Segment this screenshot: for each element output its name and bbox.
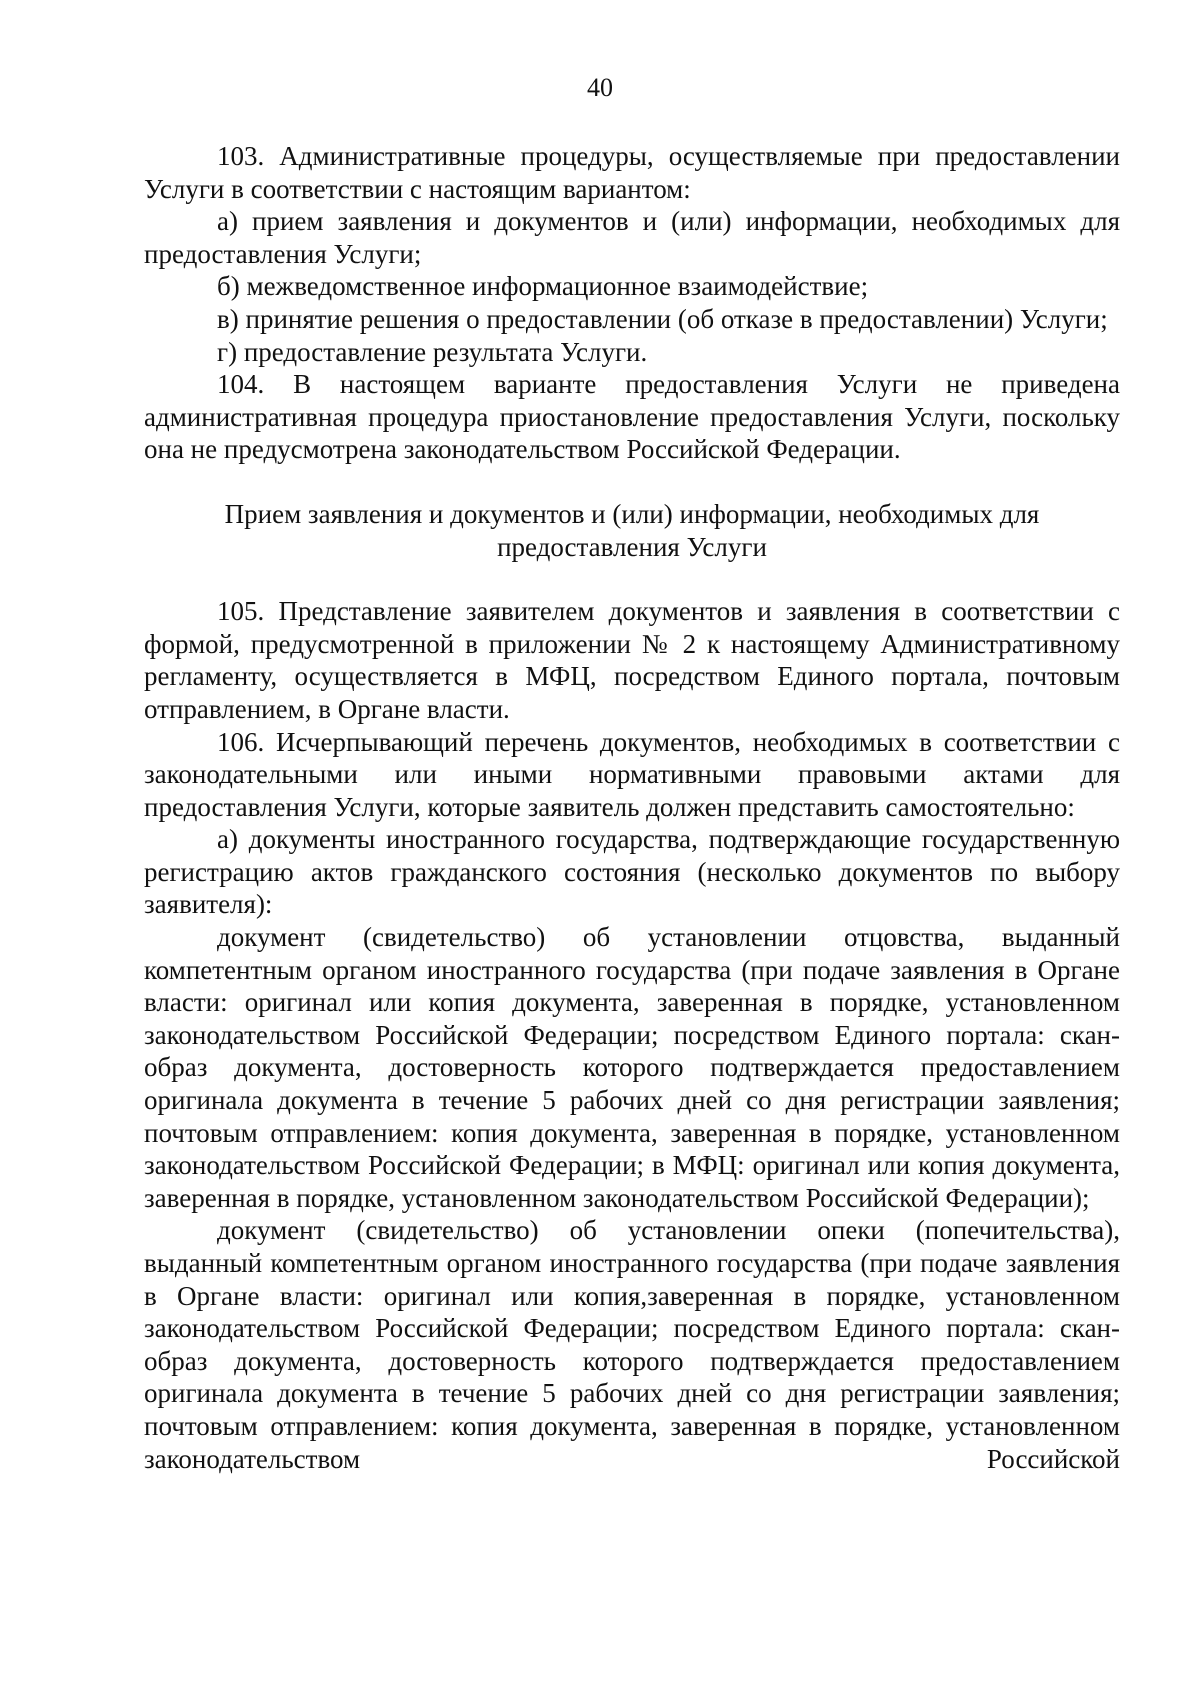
paragraph-paternity-document: документ (свидетельство) об установлении отцовства, выданный компетентным органом иностранного государства (при подаче заявления в Органе власти: оригинал или копия документа, заверенная в порядке, установленном законодательством Российской Федерации; посредством Единого портала: скан-образ документа, достоверность которого подтверждается предоставлением оригинала документа в течение 5 рабочих дней со дня регистрации заявления; почтовым отправлением: копия документа, заверенная в порядке, установленном законодательством Российской Федерации; в МФЦ: оригинал или копия документа, заверенная в порядке, установленном законодательством Российской Федерации); — [144, 922, 1120, 1213]
list-item-106-a: а) документы иностранного государства, подтверждающие государственную регистрацию актов гражданского состояния (несколько документов по выбору заявителя): — [144, 824, 1120, 920]
document-body — [144, 140, 1120, 1475]
section-heading — [144, 498, 1120, 563]
paragraph-104: 104. В настоящем варианте предоставления Услуги не приведена административная процедура приостановление предоставления Услуги, поскольку она не предусмотрена законодательством Российской Федерации. — [144, 369, 1120, 465]
list-item-a: а) прием заявления и документов и (или) информации, необходимых для предоставления Услуги; — [144, 206, 1120, 269]
list-item-v: в) принятие решения о предоставлении (об отказе в предоставлении) Услуги; — [217, 303, 1108, 334]
page-number: 40 — [587, 73, 613, 102]
paragraph-105: 105. Представление заявителем документов и заявления в соответствии с формой, предусмотренной в приложении № 2 к настоящему Административному регламенту, осуществляется в МФЦ, посредством Единого портала, почтовым отправлением, в Органе власти. — [144, 596, 1120, 724]
paragraph-106: 106. Исчерпывающий перечень документов, необходимых в соответствии с законодательными или иными нормативными правовыми актами для предоставления Услуги, которые заявитель должен представить самостоятельно: — [144, 726, 1120, 822]
section-heading-line-1: Прием заявления и документов и (или) информации, необходимых для — [224, 498, 1040, 529]
section-heading-line-2: предоставления Услуги — [497, 531, 767, 562]
list-item-g: г) предоставление результата Услуги. — [217, 336, 648, 367]
paragraph-103: 103. Административные процедуры, осуществляемые при предоставлении Услуги в соответствии с настоящим вариантом: — [144, 141, 1120, 204]
paragraph-guardianship-document: документ (свидетельство) об установлении опеки (попечительства), выданный компетентным органом иностранного государства (при подаче заявления в Органе власти: оригинал или копия,заверенная в порядке, установленном законодательством Российской Федерации; посредством Единого портала: скан-образ документа, достоверность которого подтверждается предоставлением оригинала документа в течение 5 рабочих дней со дня регистрации заявления; почтовым отправлением: копия документа, заверенная в порядке, установленном законодательством Российской — [144, 1215, 1120, 1474]
list-item-b: б) межведомственное информационное взаимодействие; — [217, 271, 869, 302]
